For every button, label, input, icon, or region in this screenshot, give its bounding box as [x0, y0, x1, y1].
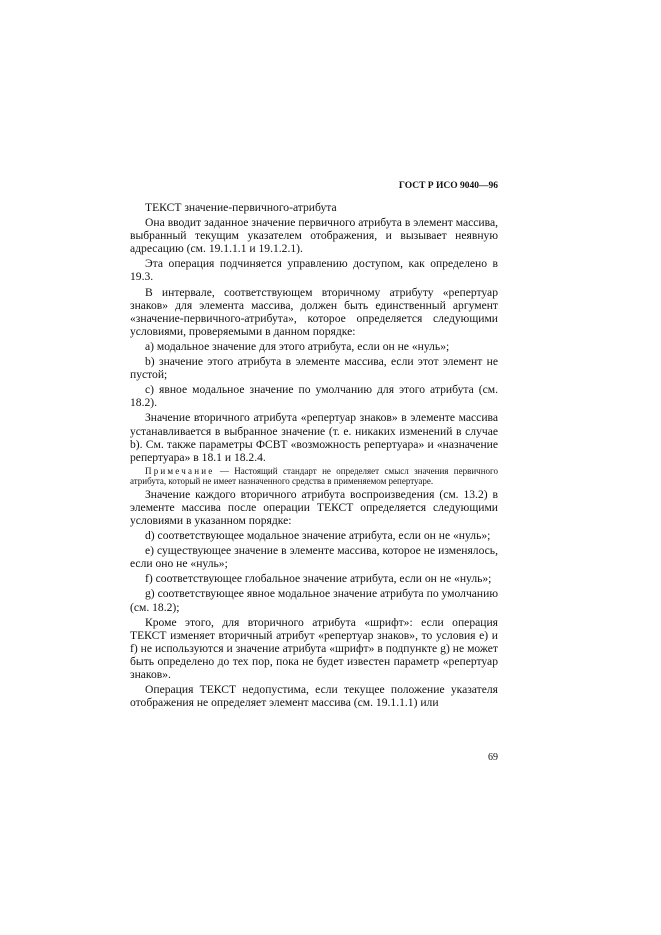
list-item: b) значение этого атрибута в элементе массива, если этот элемент не пустой; [130, 355, 498, 382]
paragraph: Кроме этого, для вторичного атрибута «шрифт»: если операция ТЕКСТ изменяет вторичный атрибут «репертуар знаков», то условия e) и f) не используются и значение атрибута «шрифт» в подпункте g) не может быть определено до тех пор, пока не будет известен параметр «репертуар знаков». [130, 615, 498, 681]
list-item: f) соответствующее глобальное значение атрибута, если он не «нуль»; [145, 572, 492, 586]
paragraph: Эта операция подчиняется управлению доступом, как определено в 19.3. [130, 257, 498, 284]
page-number: 69 [488, 752, 498, 763]
note-text: — Настоящий стандарт не определяет смысл значения первичного атрибута, который не имеет назначенного средства в применяемом репертуаре. [130, 465, 498, 486]
list-item: g) соответствующее явное модальное значение атрибута по умолчанию (см. 18.2); [130, 587, 498, 614]
list-item: e) существующее значение в элементе массива, которое не изменялось, если оно не «нуль»; [130, 544, 498, 571]
list-item: d) соответствующее модальное значение атрибута, если он не «нуль»; [145, 529, 491, 543]
note-label: Примечание [145, 465, 215, 476]
paragraph: Значение каждого вторичного атрибута воспроизведения (см. 13.2) в элементе массива после операции ТЕКСТ определяется следующими условиями в указанном порядке: [130, 487, 498, 527]
paragraph: В интервале, соответствующем вторичному атрибуту «репертуар знаков» для элемента массива, должен быть единственный аргумент «значение-первичного-атрибута», которое определяется следующими условиями, проверяемыми в данном порядке: [130, 285, 498, 338]
list-item: c) явное модальное значение по умолчанию для этого атрибута (см. 18.2). [130, 383, 498, 410]
paragraph: Она вводит заданное значение первичного атрибута в элемент массива, выбранный текущим указателем отображения, и вызывает неявную адресацию (см. 19.1.1.1 и 19.1.2.1). [130, 216, 498, 256]
paragraph: Значение вторичного атрибута «репертуар знаков» в элементе массива устанавливается в выбранное значение (т. е. никаких изменений в случае b). См. также параметры ФСВТ «возможность репертуара» и «назначение репертуара» в 18.1 и 18.2.4. [130, 411, 498, 464]
note [130, 466, 498, 486]
body-text [130, 201, 498, 711]
operation-heading: ТЕКСТ значение-первичного-атрибута [145, 201, 337, 214]
standard-header: ГОСТ Р ИСО 9040—96 [398, 181, 498, 191]
paragraph: Операция ТЕКСТ недопустима, если текущее положение указателя отображения не определяет элемент массива (см. 19.1.1.1) или [130, 683, 498, 710]
list-item: a) модальное значение для этого атрибута, если он не «нуль»; [145, 339, 450, 353]
